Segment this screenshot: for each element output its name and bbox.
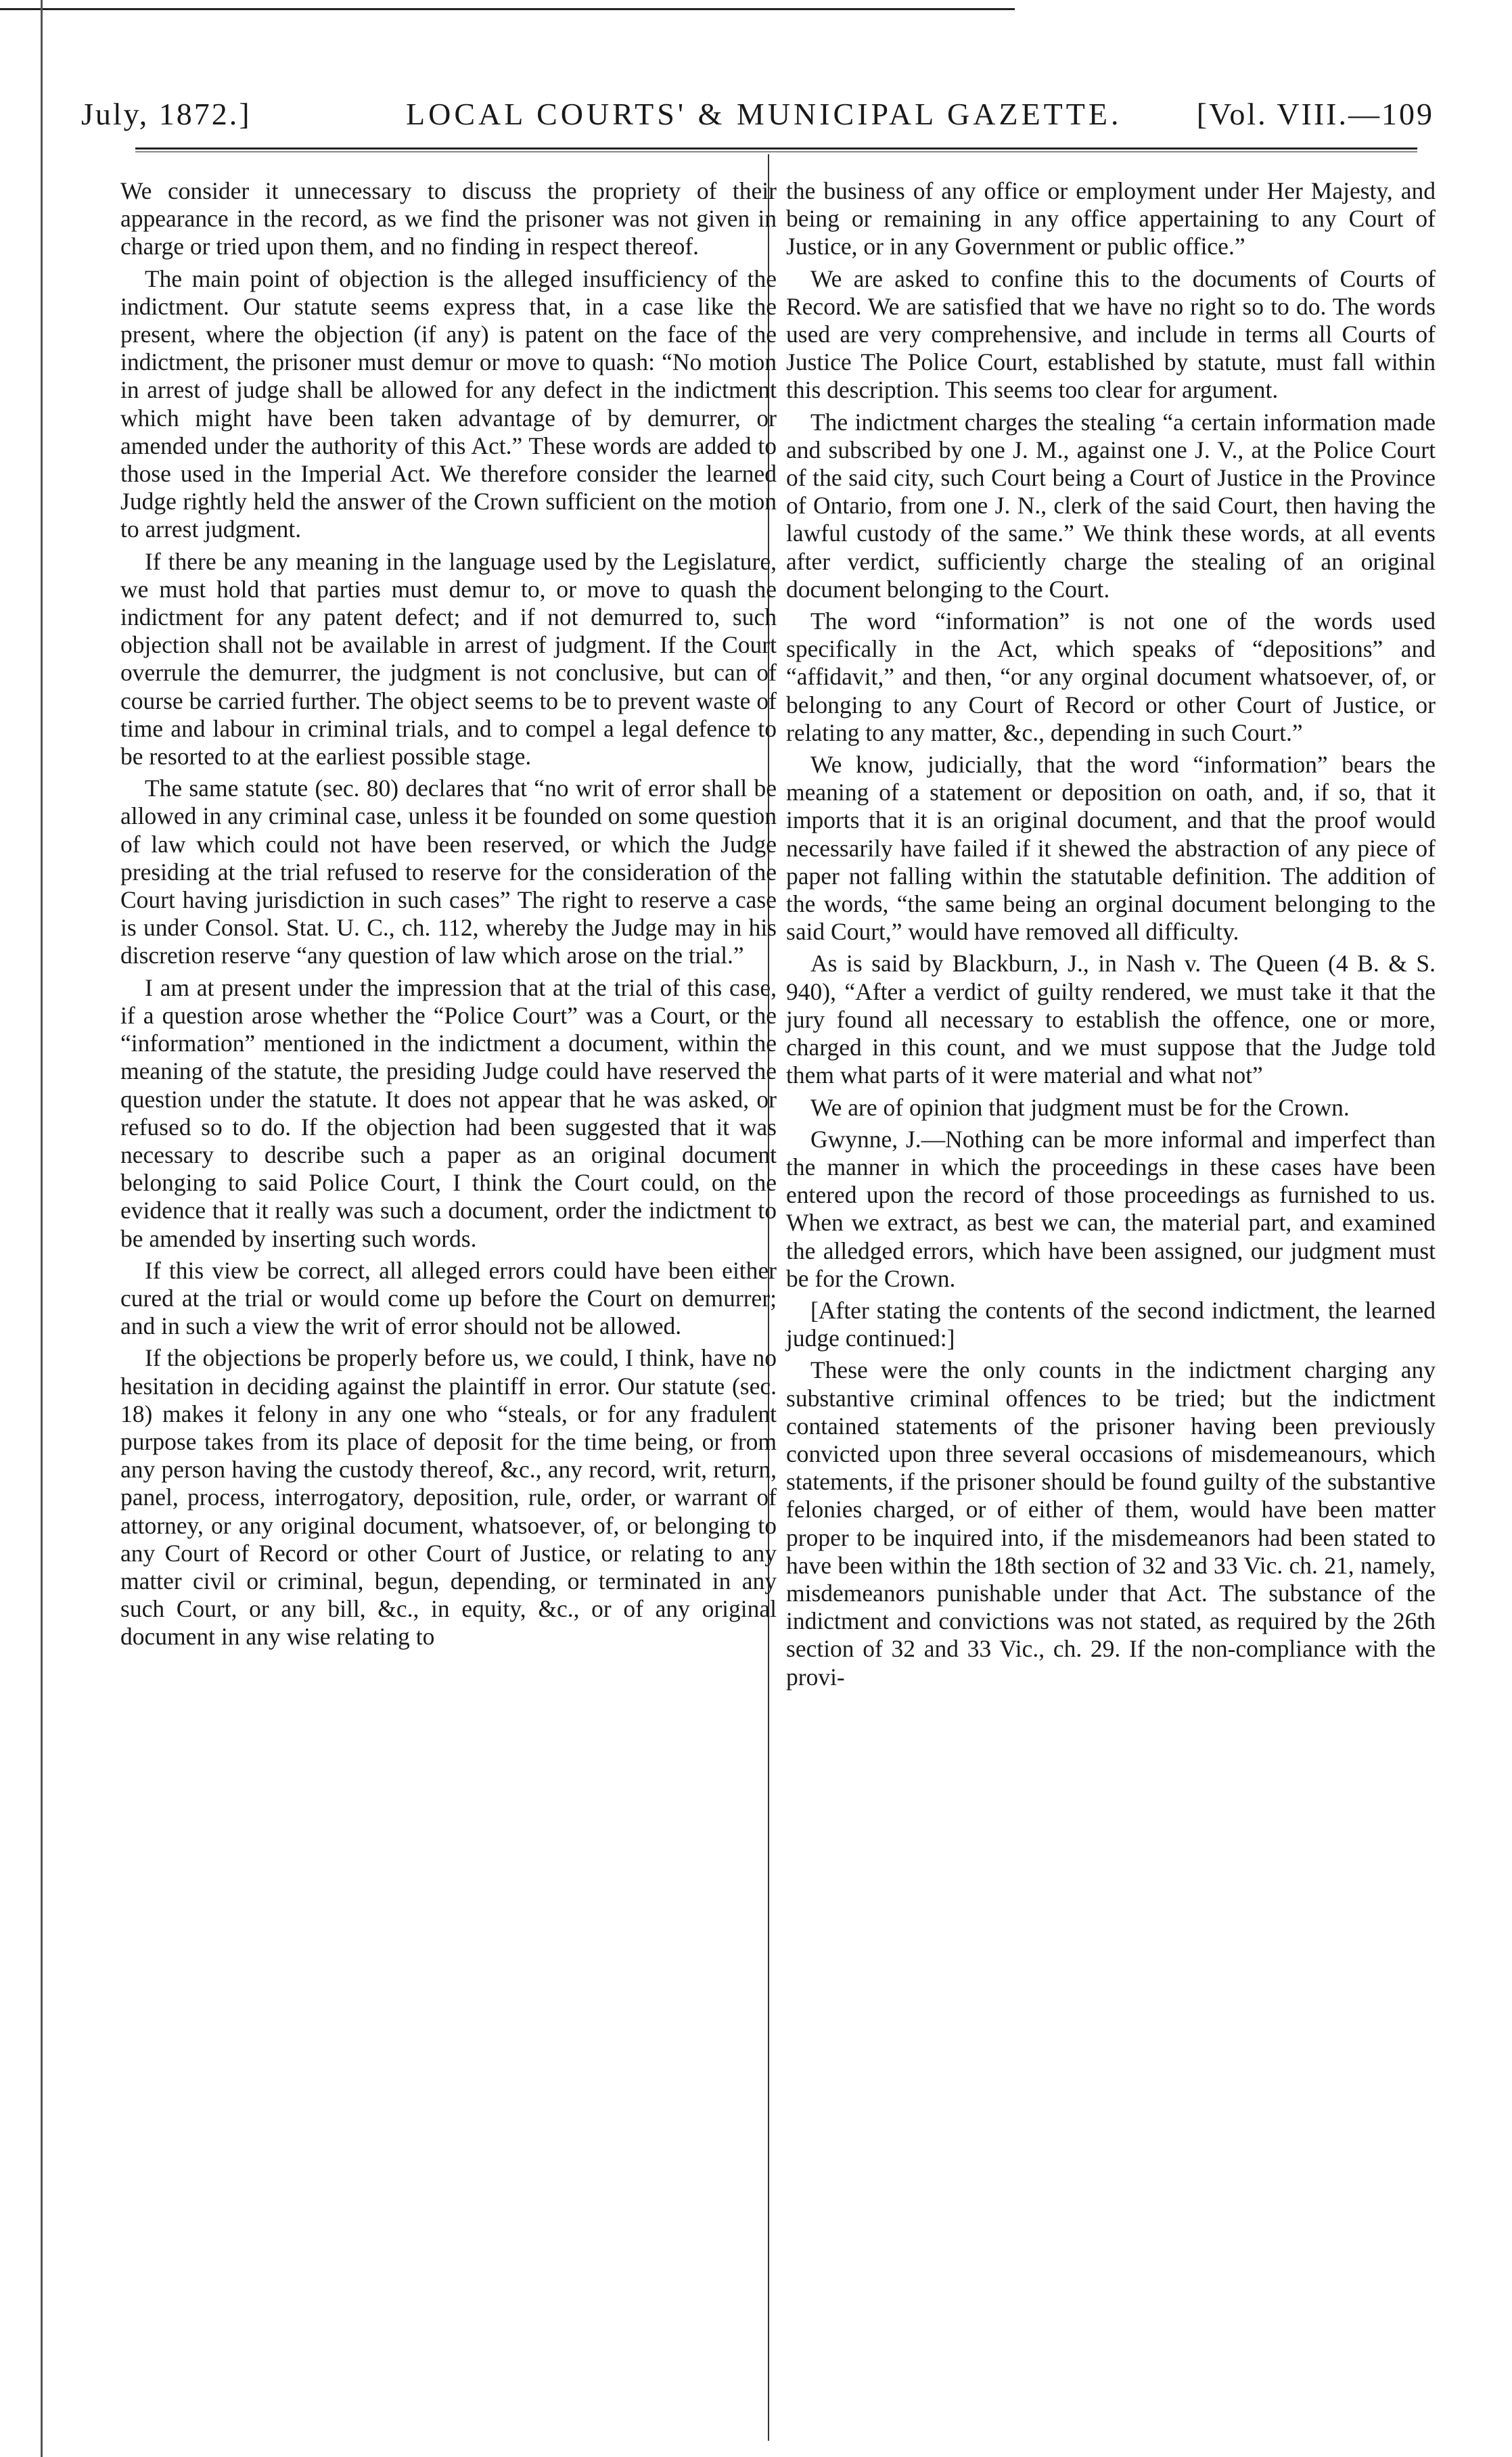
paragraph: [After stating the contents of the second indictment, the learned judge continued:] (786, 1296, 1436, 1352)
paragraph: We are asked to confine this to the documents of Courts of Record. We are satisfied that we have no right so to do. The words used are very comprehensive, and include in terms all Courts of Justice The Police Court, established by statute, must fall within this description. This seems too clear for argument. (786, 265, 1436, 404)
paragraph: Gwynne, J.—Nothing can be more informal and imperfect than the manner in which the proceedings in these cases have been entered upon the record of those proceedings as furnished to us. When we extract, as best we can, the material part, and examined the alledged errors, which have been assigned, our judgment must be for the Crown. (786, 1125, 1436, 1292)
paragraph: If there be any meaning in the language used by the Legislature, we must hold that parties must demur to, or move to quash the indictment for any patent defect; and if not demurred to, such objection shall not be available in arrest of judgment. If the Court overrule the demurrer, the judgment is not conclusive, but can of course be carried further. The object seems to be to prevent waste of time and labour in criminal trials, and to compel a legal defence to be resorted to at the earliest possible stage. (120, 547, 777, 771)
paragraph: The same statute (sec. 80) declares that “no writ of error shall be allowed in any criminal case, unless it be founded on some question of law which could not have been reserved, or which the Judge presiding at the trial refused to reserve for the consideration of the Court having jurisdiction in such cases” The right to reserve a case is under Consol. Stat. U. C., ch. 112, whereby the Judge may in his discretion reserve “any question of law which arose on the trial.” (120, 775, 777, 969)
paragraph: I am at present under the impression that at the trial of this case, if a question arose whether the “Police Court” was a Court, or the “information” mentioned in the indictment a document, within the meaning of the statute, the presiding Judge could have reserved the question under the statute. It does not appear that he was asked, or refused so to do. If the objection had been suggested that it was necessary to describe such a paper as an original document belonging to said Police Court, I think the Court could, on the evidence that it really was such a document, order the indictment to be amended by inserting such words. (120, 973, 777, 1252)
header-date: July, 1872.] (81, 97, 252, 131)
page-header (81, 83, 1434, 137)
paragraph: The word “information” is not one of the words used specifically in the Act, which speaks of “depositions” and “affidavit,” and then, “or any orginal document whatsoever, of, or belonging to any Court of Record or other Court of Justice, or relating to any matter, &c., depending in such Court.” (786, 607, 1436, 746)
paragraph: These were the only counts in the indictment charging any substantive criminal offences to be tried; but the indictment contained statements of the prisoner having been previously convicted upon three several occasions of misdemeanours, which statements, if the prisoner should be found guilty of the substantive felonies charged, or of either of them, would have been matter proper to be inquired into, if the misdemeanors had been stated to have been within the 18th section of 32 and 33 Vic. ch. 21, namely, misdemeanors punishable under that Act. The substance of the indictment and convictions was not stated, as required by the 26th section of 32 and 33 Vic., ch. 29. If the non-compliance with the provi- (786, 1356, 1436, 1691)
left-column (120, 177, 777, 1655)
left-margin-line (41, 0, 43, 2457)
paragraph: If this view be correct, all alleged errors could have been either cured at the trial or would come up before the Court on demurrer; and in such a view the writ of error should not be allowed. (120, 1256, 777, 1340)
paragraph: As is said by Blackburn, J., in Nash v. The Queen (4 B. & S. 940), “After a verdict of guilty rendered, we must take it that the jury found all necessary to establish the offence, one or more, charged in this count, and we must suppose that the Judge told them what parts of it were material and what not” (786, 950, 1436, 1089)
paragraph: The main point of objection is the alleged insufficiency of the indictment. Our statute seems express that, in a case like the present, where the objection (if any) is patent on the face of the indictment, the prisoner must demur or move to quash: “No motion in arrest of judge shall be allowed for any defect in the indictment which might have been taken advantage of by demurrer, or amended under the authority of this Act.” These words are added to those used in the Imperial Act. We therefore consider the learned Judge rightly held the answer of the Crown sufficient on the motion to arrest judgment. (120, 265, 777, 543)
paragraph: We know, judicially, that the word “information” bears the meaning of a statement or deposition on oath, and, if so, that it imports that it is an original document, and that the proof would necessarily have failed if it shewed the abstraction of any piece of paper not falling within the statutable definition. The addition of the words, “the same being an orginal document belonging to the said Court,” would have removed all difficulty. (786, 751, 1436, 946)
paragraph: We are of opinion that judgment must be for the Crown. (810, 1093, 1350, 1121)
paragraph: If the objections be properly before us, we could, I think, have no hesitation in deciding against the plaintiff in error. Our statute (sec. 18) makes it felony in any one who “steals, or for any fradulent purpose takes from its place of deposit for the time being, or from any person having the custody thereof, &c., any record, writ, return, panel, process, interrogatory, deposition, rule, order, or warrant of attorney, or any original document, whatsoever, of, or belonging to any Court of Record or other Court of Justice, or relating to any matter civil or criminal, begun, depending, or terminated in any such Court, or any bill, &c., in equity, &c., or of any original document in any wise relating to (120, 1344, 777, 1651)
header-rule (135, 147, 1417, 152)
paragraph: We consider it unnecessary to discuss the propriety of their appearance in the record, as we find the prisoner was not given in charge or tried upon them, and no finding in respect thereof. (120, 177, 777, 260)
paragraph: The indictment charges the stealing “a certain information made and subscribed by one J. M., against one J. V., at the Police Court of the said city, such Court being a Court of Justice in the Province of Ontario, from one J. N., clerk of the said Court, then having the lawful custody of the same.” We think these words, at all events after verdict, sufficiently charge the stealing of an original document belonging to the Court. (786, 408, 1436, 603)
top-border-line (0, 8, 1015, 10)
right-column (786, 177, 1436, 1695)
header-title: LOCAL COURTS' & MUNICIPAL GAZETTE. (406, 97, 1122, 131)
paragraph: the business of any office or employment under Her Majesty, and being or remaining in any office appertaining to any Court of Justice, or in any Government or public office.” (786, 177, 1436, 260)
header-volume: [Vol. VIII.—109 (1196, 97, 1434, 131)
